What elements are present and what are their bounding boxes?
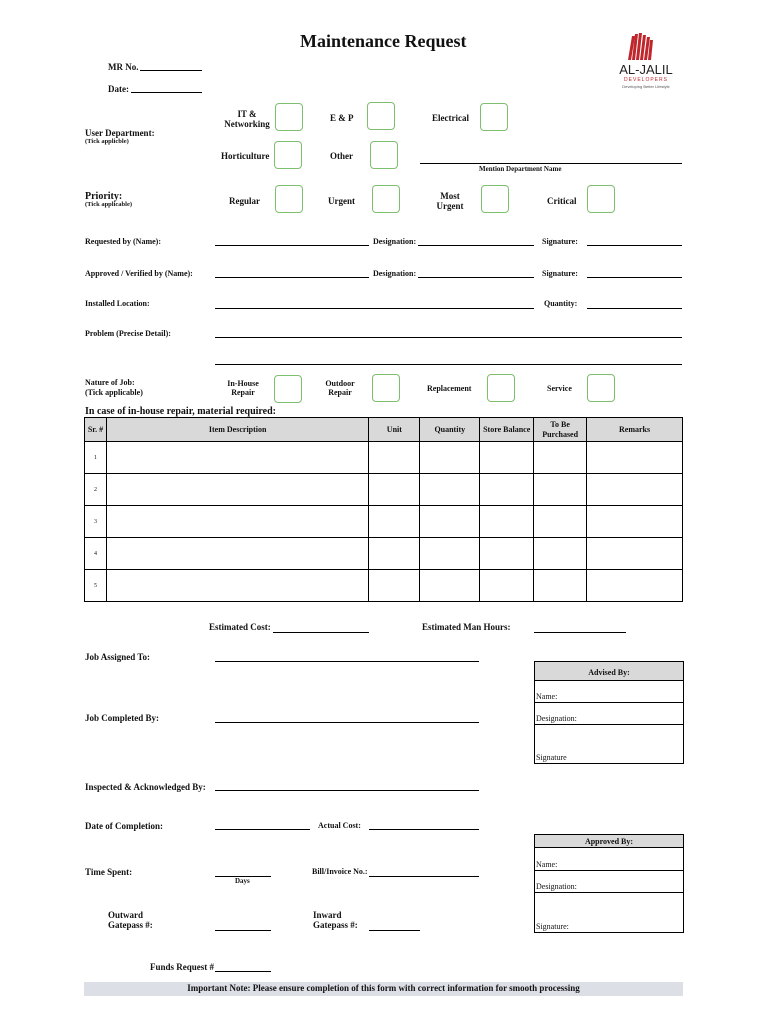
job-completed-label: Job Completed By: (85, 713, 159, 723)
nature-hint: (Tick applicable) (85, 388, 143, 397)
bill-no-field[interactable] (369, 876, 479, 877)
bill-no-label: Bill/Invoice No.: (312, 867, 368, 876)
approved-designation-row[interactable] (535, 871, 683, 893)
cell-unit[interactable] (369, 442, 420, 474)
estimated-hours-label: Estimated Man Hours: (422, 622, 511, 632)
cell-unit[interactable] (369, 570, 420, 602)
dept-option-other: Other (330, 151, 353, 161)
requested-signature-label: Signature: (542, 237, 578, 246)
department-hint: (Tick applicble) (85, 138, 129, 145)
priority-urgent-checkbox[interactable] (372, 185, 400, 213)
col-item-description: Item Description (106, 418, 368, 442)
problem-label: Problem (Precise Detail): (85, 329, 171, 338)
nature-option-outdoor: Outdoor Repair (325, 379, 355, 397)
cell-remarks[interactable] (587, 570, 683, 602)
estimated-hours-field[interactable] (534, 632, 626, 633)
requested-designation-field[interactable] (418, 245, 534, 246)
dept-other-checkbox[interactable] (370, 141, 398, 169)
requested-by-label: Requested by (Name): (85, 237, 161, 246)
cell-unit[interactable] (369, 538, 420, 570)
actual-cost-label: Actual Cost: (318, 821, 361, 830)
cell-quantity[interactable] (420, 506, 480, 538)
col-unit: Unit (369, 418, 420, 442)
important-note: Important Note: Please ensure completion of this form with correct information for smooth processing (84, 982, 683, 996)
nature-service-checkbox[interactable] (587, 374, 615, 402)
approved-designation-label: Designation: (536, 882, 577, 891)
time-spent-label: Time Spent: (85, 867, 133, 877)
date-label: Date: (108, 84, 129, 94)
cell-remarks[interactable] (587, 506, 683, 538)
materials-header-row (85, 418, 683, 442)
estimated-cost-label: Estimated Cost: (209, 622, 271, 632)
dept-option-ep: E & P (330, 113, 354, 123)
nature-outdoor-checkbox[interactable] (372, 374, 400, 402)
logo-sub: DEVELOPERS (624, 77, 668, 83)
table-row (85, 570, 683, 602)
job-assigned-field[interactable] (215, 661, 479, 662)
installed-location-label: Installed Location: (85, 299, 150, 308)
approved-signature-label: Signature: (536, 922, 569, 931)
inward-gatepass-field[interactable] (369, 930, 420, 931)
row-sr: 5 (85, 570, 107, 602)
cell-item[interactable] (106, 570, 368, 602)
priority-option-urgent: Urgent (328, 196, 355, 206)
cell-store-balance[interactable] (480, 506, 534, 538)
materials-table (84, 417, 683, 602)
requested-designation-label: Designation: (373, 237, 417, 246)
cell-to-be-purchased[interactable] (534, 474, 587, 506)
approved-by-field[interactable] (215, 277, 369, 278)
company-logo (608, 30, 684, 92)
cell-to-be-purchased[interactable] (534, 538, 587, 570)
cell-remarks[interactable] (587, 442, 683, 474)
cell-to-be-purchased[interactable] (534, 506, 587, 538)
col-remarks: Remarks (587, 418, 683, 442)
advised-by-box (534, 661, 684, 764)
approved-by-box (534, 834, 684, 933)
cell-quantity[interactable] (420, 538, 480, 570)
nature-inhouse-checkbox[interactable] (274, 375, 302, 403)
installed-location-field[interactable] (215, 308, 534, 309)
priority-hint: (Tick applicable) (85, 201, 133, 208)
col-quantity: Quantity (420, 418, 480, 442)
cell-item[interactable] (106, 538, 368, 570)
cell-store-balance[interactable] (480, 474, 534, 506)
advised-designation-label: Designation: (536, 714, 577, 723)
dept-electrical-checkbox[interactable] (480, 103, 508, 131)
problem-field-line-2[interactable] (215, 364, 682, 365)
cell-store-balance[interactable] (480, 538, 534, 570)
row-sr: 3 (85, 506, 107, 538)
logo-mark-icon (608, 30, 684, 92)
nature-label: Nature of Job: (85, 378, 135, 387)
dept-it-checkbox[interactable] (275, 103, 303, 131)
approved-by-title: Approved By: (535, 835, 683, 848)
mr-no-label: MR No. (108, 62, 139, 72)
cell-item[interactable] (106, 474, 368, 506)
mr-no-field[interactable] (140, 70, 202, 71)
actual-cost-field[interactable] (369, 829, 479, 830)
problem-field-line-1[interactable] (215, 337, 682, 338)
table-row (85, 506, 683, 538)
funds-request-field[interactable] (215, 971, 271, 972)
col-to-be-purchased: To Be Purchased (534, 418, 587, 442)
mention-department-label: Mention Department Name (479, 165, 562, 173)
dept-option-horticulture: Horticulture (221, 151, 270, 161)
priority-option-most-urgent: Most Urgent (436, 191, 464, 211)
page-title: Maintenance Request (300, 31, 467, 51)
cell-to-be-purchased[interactable] (534, 442, 587, 474)
advised-name-row[interactable] (535, 681, 683, 703)
quantity-label: Quantity: (544, 299, 578, 308)
cell-quantity[interactable] (420, 442, 480, 474)
nature-replacement-checkbox[interactable] (487, 374, 515, 402)
priority-label: Priority: (85, 191, 123, 202)
logo-tagline: Developing Better Lifestyle (622, 84, 670, 89)
dept-option-it: IT & Networking (224, 109, 270, 129)
quantity-field[interactable] (587, 308, 682, 309)
approved-designation-field[interactable] (418, 277, 534, 278)
date-of-completion-label: Date of Completion: (85, 821, 163, 831)
inspected-label: Inspected & Acknowledged By: (85, 782, 206, 792)
requested-by-field[interactable] (215, 245, 369, 246)
table-row (85, 474, 683, 506)
dept-ep-checkbox[interactable] (367, 102, 395, 130)
date-field[interactable] (131, 92, 202, 93)
cell-remarks[interactable] (587, 538, 683, 570)
approved-name-row[interactable] (535, 848, 683, 871)
cell-unit[interactable] (369, 474, 420, 506)
requested-signature-field[interactable] (587, 245, 682, 246)
approved-designation-label: Designation: (373, 269, 417, 278)
advised-by-title: Advised By: (535, 662, 683, 681)
approved-name-label: Name: (536, 860, 558, 869)
col-store-balance: Store Balance (480, 418, 534, 442)
approved-by-label: Approved / Verified by (Name): (85, 269, 193, 278)
outward-gatepass-field[interactable] (215, 930, 271, 931)
cell-store-balance[interactable] (480, 442, 534, 474)
cell-unit[interactable] (369, 506, 420, 538)
logo-name: AL-JALIL (619, 62, 673, 77)
inward-gatepass-label: Inward Gatepass #: (313, 910, 358, 930)
cell-quantity[interactable] (420, 570, 480, 602)
funds-request-label: Funds Request # (150, 962, 215, 972)
job-completed-field[interactable] (215, 722, 479, 723)
priority-option-regular: Regular (229, 196, 260, 206)
outward-gatepass-label: Outward Gatepass #: (108, 910, 153, 930)
department-label: User Department: (85, 128, 155, 138)
approved-signature-label: Signature: (542, 269, 578, 278)
job-assigned-label: Job Assigned To: (85, 652, 151, 662)
priority-option-critical: Critical (547, 196, 577, 206)
cell-quantity[interactable] (420, 474, 480, 506)
cell-remarks[interactable] (587, 474, 683, 506)
priority-most-urgent-checkbox[interactable] (481, 185, 509, 213)
row-sr: 4 (85, 538, 107, 570)
advised-designation-row[interactable] (535, 703, 683, 725)
row-sr: 1 (85, 442, 107, 474)
col-sr: Sr. # (85, 418, 107, 442)
nature-option-inhouse: In-House Repair (227, 379, 259, 397)
days-label: Days (235, 877, 250, 885)
advised-signature-label: Signature (536, 753, 567, 762)
dept-option-electrical: Electrical (432, 113, 469, 123)
approved-signature-field[interactable] (587, 277, 682, 278)
table-row (85, 538, 683, 570)
department-name-field[interactable] (420, 163, 682, 164)
priority-regular-checkbox[interactable] (275, 185, 303, 213)
nature-option-service: Service (547, 384, 572, 393)
nature-option-replacement: Replacement (427, 384, 472, 393)
table-row (85, 442, 683, 474)
dept-horticulture-checkbox[interactable] (274, 141, 302, 169)
cell-to-be-purchased[interactable] (534, 570, 587, 602)
materials-heading: In case of in-house repair, material required: (85, 406, 277, 417)
priority-critical-checkbox[interactable] (587, 185, 615, 213)
cell-item[interactable] (106, 442, 368, 474)
advised-signature-row[interactable] (535, 725, 683, 763)
advised-name-label: Name: (536, 692, 558, 701)
row-sr: 2 (85, 474, 107, 506)
estimated-cost-field[interactable] (273, 632, 369, 633)
cell-store-balance[interactable] (480, 570, 534, 602)
date-of-completion-field[interactable] (215, 829, 310, 830)
approved-signature-row[interactable] (535, 893, 683, 932)
cell-item[interactable] (106, 506, 368, 538)
inspected-field[interactable] (215, 790, 479, 791)
